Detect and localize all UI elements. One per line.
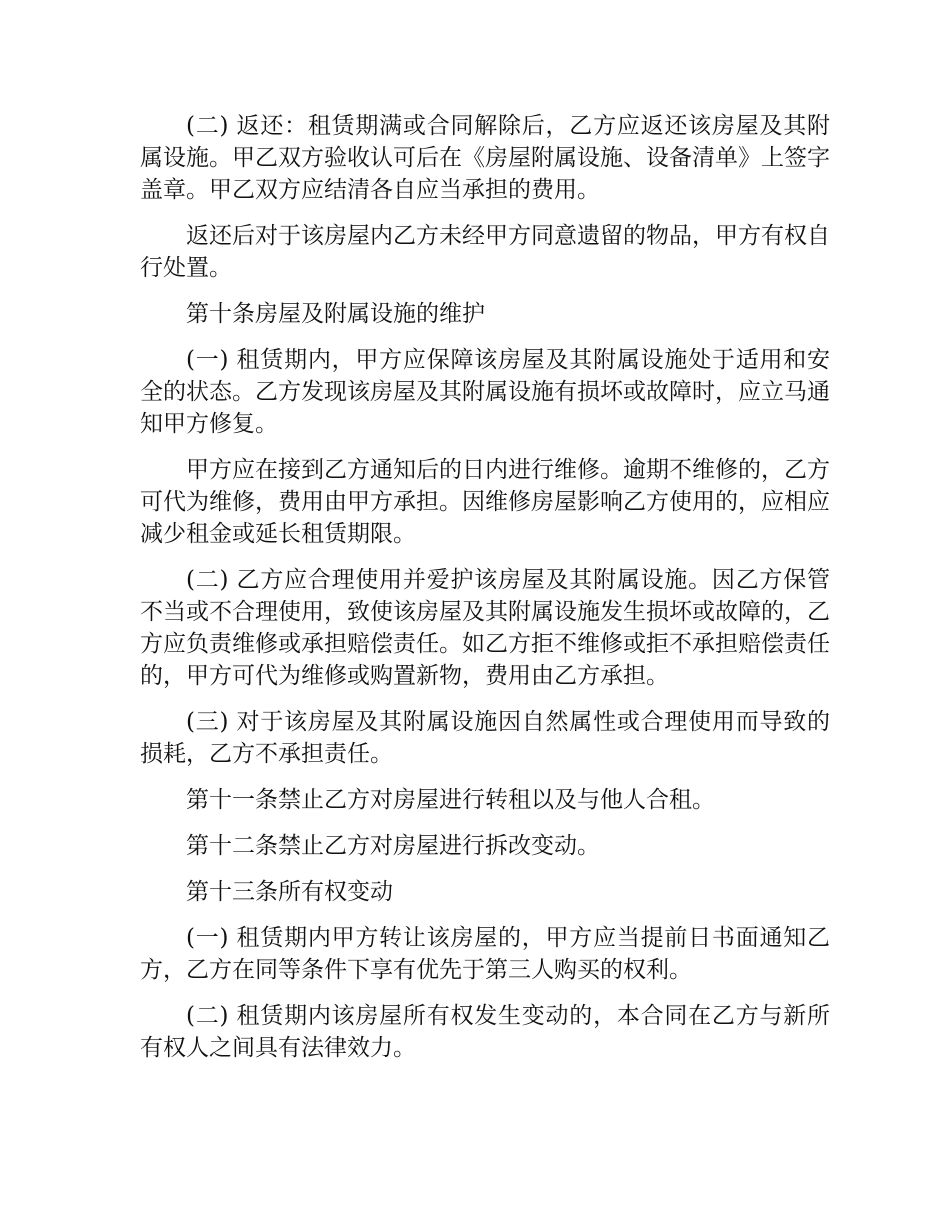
document-body bbox=[140, 110, 830, 1078]
paragraph-left-items: 返还后对于该房屋内乙方未经甲方同意遗留的物品，甲方有权自行处置。 bbox=[140, 223, 830, 281]
paragraph-ownership-2: (二) 租赁期内该房屋所有权发生变动的，本合同在乙方与新所有权人之间具有法律效力。 bbox=[140, 1003, 830, 1061]
paragraph-return-clause: (二) 返还：租赁期满或合同解除后，乙方应返还该房屋及其附属设施。甲乙双方验收认可后在《房屋附属设施、设备清单》上签字盖章。甲乙双方应结清各自应当承担的费用。 bbox=[140, 113, 830, 203]
heading-article-12: 第十二条禁止乙方对房屋进行拆改变动。 bbox=[186, 833, 600, 859]
paragraph-repair-timeline: 甲方应在接到乙方通知后的日内进行维修。逾期不维修的，乙方可代为维修，费用由甲方承担。因维修房屋影响乙方使用的，应相应减少租金或延长租赁期限。 bbox=[140, 457, 830, 547]
heading-article-13: 第十三条所有权变动 bbox=[186, 879, 393, 905]
paragraph-maintenance-2: (二) 乙方应合理使用并爱护该房屋及其附属设施。因乙方保管不当或不合理使用，致使该房屋及其附属设施发生损坏或故障的，乙方应负责维修或承担赔偿责任。如乙方拒不维修或拒不承担赔偿责任的，甲方可代为维修或购置新物，费用由乙方承担。 bbox=[140, 567, 830, 689]
paragraph-ownership-1: (一) 租赁期内甲方转让该房屋的，甲方应当提前日书面通知乙方，乙方在同等条件下享有优先于第三人购买的权利。 bbox=[140, 925, 830, 983]
paragraph-maintenance-1: (一) 租赁期内，甲方应保障该房屋及其附属设施处于适用和安全的状态。乙方发现该房屋及其附属设施有损坏或故障时，应立马通知甲方修复。 bbox=[140, 347, 830, 437]
paragraph-maintenance-3: (三) 对于该房屋及其附属设施因自然属性或合理使用而导致的损耗，乙方不承担责任。 bbox=[140, 709, 830, 767]
heading-article-10: 第十条房屋及附属设施的维护 bbox=[186, 301, 485, 327]
heading-article-11: 第十一条禁止乙方对房屋进行转租以及与他人合租。 bbox=[186, 787, 715, 813]
